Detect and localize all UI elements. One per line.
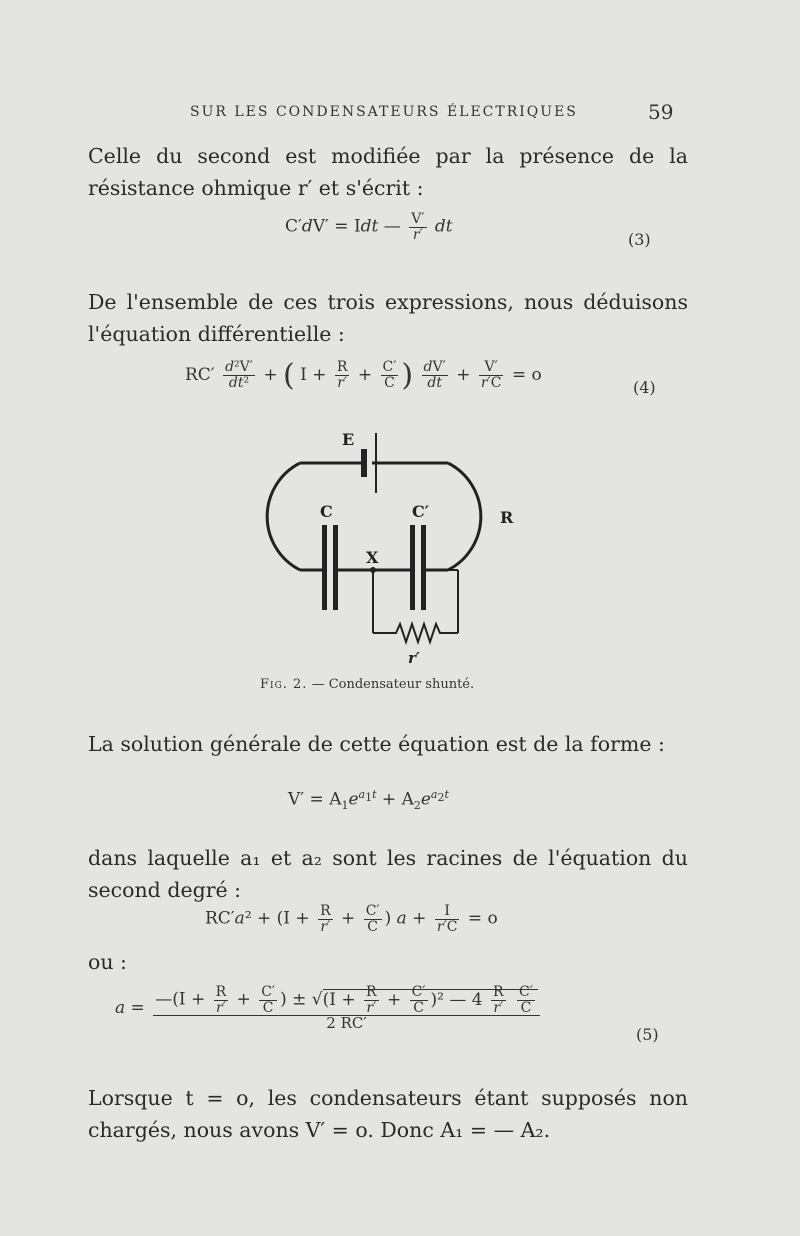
paragraph-1: Celle du second est modifiée par la présence de la résistance ohmique r′ et s'écrit : <box>88 144 688 200</box>
capacitor-c-plate-2 <box>333 525 338 610</box>
equation-4: RC′ $\frac{\text{d²V′}}{\text{dt²}}$ + ( I + $\frac{R}{r'}$ + $\frac{C'}{C}$ ) $\frac{dV'}{dt}$ + $\frac{V'}{r'C}$ = o <box>185 358 542 393</box>
figure-caption-prefix: Fig. 2. <box>260 677 308 692</box>
equation-quadratic: RC′a² + (I + $\frac{R}{r'}$ + $\frac{C'}{C}$ ) a + $\frac{I}{r'C}$ = o <box>205 903 498 935</box>
label-cap-c: C <box>320 502 333 521</box>
label-shunt-r-prime: r′ <box>408 649 420 667</box>
paragraph-ou: ou : <box>88 950 127 974</box>
label-node-x: X <box>366 548 379 567</box>
shunt-resistor-zigzag <box>373 624 458 642</box>
label-cap-c-prime: C′ <box>412 502 429 521</box>
equation-4-number: (4) <box>633 378 656 397</box>
battery-thick-plate <box>361 449 367 477</box>
equation-3: C′dV′ = Idt — $\frac{V'}{r'}$ dt <box>285 211 453 243</box>
paragraph-3: La solution générale de cette équation est de la forme : <box>88 732 665 756</box>
capacitor-c-prime-plate-2 <box>421 525 426 610</box>
capacitor-c-prime-plate-1 <box>410 525 415 610</box>
paragraph-4: dans laquelle a₁ et a₂ sont les racines de l'équation du second degré : <box>88 846 688 902</box>
equation-3-number: (3) <box>628 230 651 249</box>
equation-5-number: (5) <box>636 1025 659 1044</box>
capacitor-c-plate-1 <box>322 525 327 610</box>
figure-caption <box>260 677 474 692</box>
paragraph-2: De l'ensemble de ces trois expressions, nous déduisons l'équation différentielle : <box>88 290 688 346</box>
label-resistor-r: R <box>500 508 514 527</box>
paragraph-5: Lorsque t = o, les condensateurs étant supposés non chargés, nous avons V′ = o. Donc A₁ = — A₂. <box>88 1086 688 1142</box>
equation-5: a = —(I + $\frac{R}{r'}$ + $\frac{C'}{C}$ ) ± √(I + $\frac{R}{r'}$ + $\frac{C'}{C}$ )² — 4 $\frac{R}{r'}$ $\frac{C'}{C}$ 2 RC′ <box>115 985 543 1032</box>
page-number: 59 <box>648 100 674 124</box>
figure-caption-text: — Condensateur shunté. <box>307 677 475 692</box>
circuit-figure <box>230 425 520 674</box>
label-battery-e: E <box>342 430 355 449</box>
equation-solution: $V' = A_1e^{a_1t} + A_2e^{a_2t}$ <box>288 788 449 813</box>
running-header: SUR LES CONDENSATEURS ÉLECTRIQUES <box>190 104 578 120</box>
